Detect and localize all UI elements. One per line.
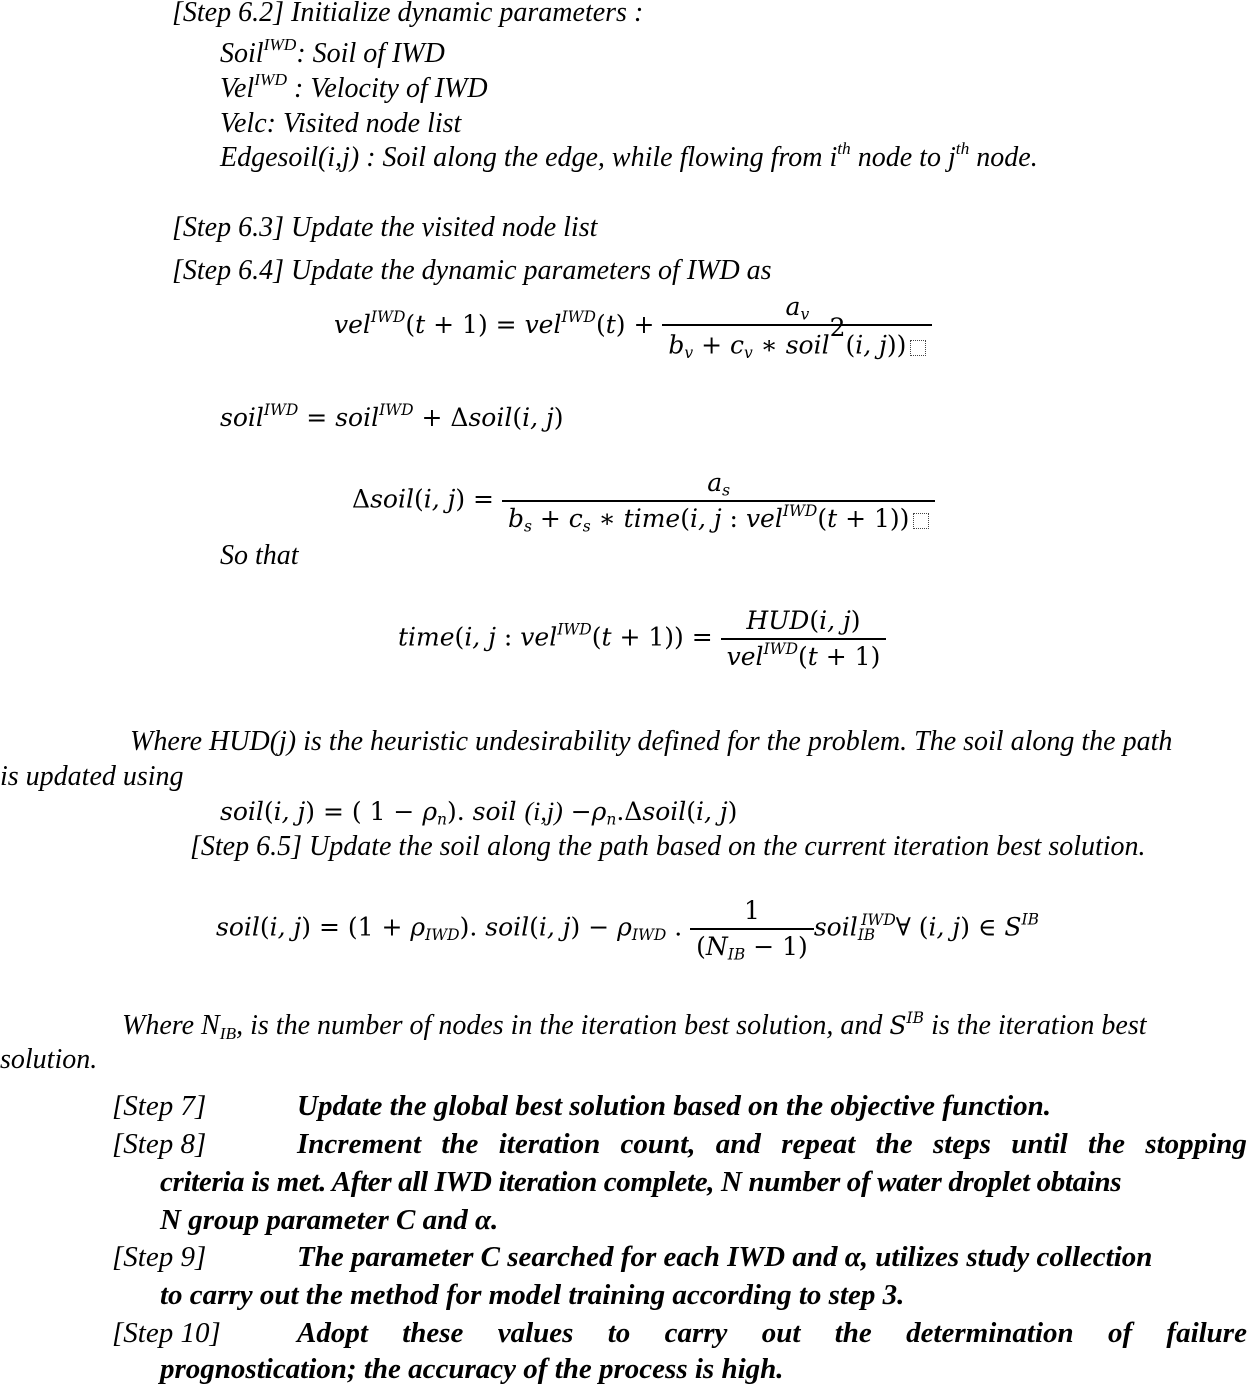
soil-update-equation: soil$^{IWD}$ = soil$^{IWD}$ + Δsoil(i, j)	[220, 401, 564, 432]
delta-soil-equation: Δsoil(i, j) = $\frac{a_s}{b_s + c_s ∗ time(i, j : vel^{IWD}(t + 1))}$	[352, 468, 935, 534]
step-6-4: [Step 6.4] Update the dynamic parameters of IWD as	[172, 255, 772, 286]
path-soil-equation: soil(i, j) = ( $1 - \rho_n$). soil $(i,j) -\rho_n.\Delta soil(i$, j)	[220, 797, 738, 829]
step-7-text: Update the global best solution based on the objective function.	[297, 1090, 1051, 1122]
time-equation: time(i, j : vel$^{IWD}$(t + 1)) = $\frac{\text{HUD(i, j)}}{vel^{IWD}(t + 1)}$	[398, 606, 886, 672]
step-8-label: [Step 8]	[112, 1128, 207, 1160]
step-10-line-1: Adopt these values to carry out the determination of failure	[297, 1317, 1247, 1349]
step-8-line-1: Increment the iteration count, and repeat the steps until the stopping	[297, 1128, 1247, 1160]
so-that: So that	[220, 540, 299, 571]
placeholder-box-icon	[910, 340, 926, 356]
step-8-line-2: criteria is met. After all IWD iteration complete, N number of water droplet obtains	[160, 1166, 1122, 1198]
where-hud-paragraph-cont: is updated using	[0, 761, 184, 792]
step-9-line-1: The parameter C searched for each IWD and α, utilizes study collection	[297, 1241, 1153, 1273]
step-9-line-2: to carry out the method for model training according to step 3.	[160, 1279, 905, 1311]
edgesoil-definition: Edgesoil(i,j) : Soil along the edge, while flowing from $i^{th}$ node to $j^{th}$ node.	[220, 138, 1038, 173]
where-hud-paragraph: Where HUD(j) is the heuristic undesirability defined for the problem. The soil along the path	[130, 726, 1173, 757]
step-9-label: [Step 9]	[112, 1241, 207, 1273]
soil-iwd-definition: Soil$^{IWD}$: Soil of IWD	[220, 34, 445, 69]
placeholder-box-icon	[913, 513, 929, 529]
step-7-label: [Step 7]	[112, 1090, 207, 1122]
where-nib-paragraph: Where $N_{IB}$, is the number of nodes in the iteration best solution, and $S^{IB}$ is the iteration best	[122, 1009, 1147, 1044]
step-8-line-3: N group parameter C and α.	[160, 1204, 499, 1236]
velc-definition: Velc: Visited node list	[220, 108, 462, 139]
step-6-2-title: [Step 6.2] Initialize dynamic parameters :	[172, 0, 644, 28]
where-nib-paragraph-cont: solution.	[0, 1044, 98, 1075]
step-6-5: [Step 6.5] Update the soil along the path based on the current iteration best solution.	[190, 831, 1146, 862]
vel-iwd-definition: Vel$^{IWD}$ : Velocity of IWD	[220, 69, 488, 104]
iteration-best-soil-equation: soil(i, $j) = (1 + \rho_{IWD})$. soil(i, $j) - \rho_{IWD}$ . $\frac{1}{(N_{IB} - 1)}$ soil$_{IB}^{IWD}$∀ (i, j) ∈ $S^{IB}$	[216, 896, 1039, 964]
velocity-update-equation: vel$^{IWD}$(t + 1) = vel$^{IWD}$(t) + $\frac{a_v}{b_v + c_v ∗ soil^2(i, j))}$	[334, 292, 932, 361]
step-10-line-2: prognostication; the accuracy of the process is high.	[160, 1353, 784, 1385]
step-10-label: [Step 10]	[112, 1317, 221, 1349]
step-6-3: [Step 6.3] Update the visited node list	[172, 212, 598, 243]
